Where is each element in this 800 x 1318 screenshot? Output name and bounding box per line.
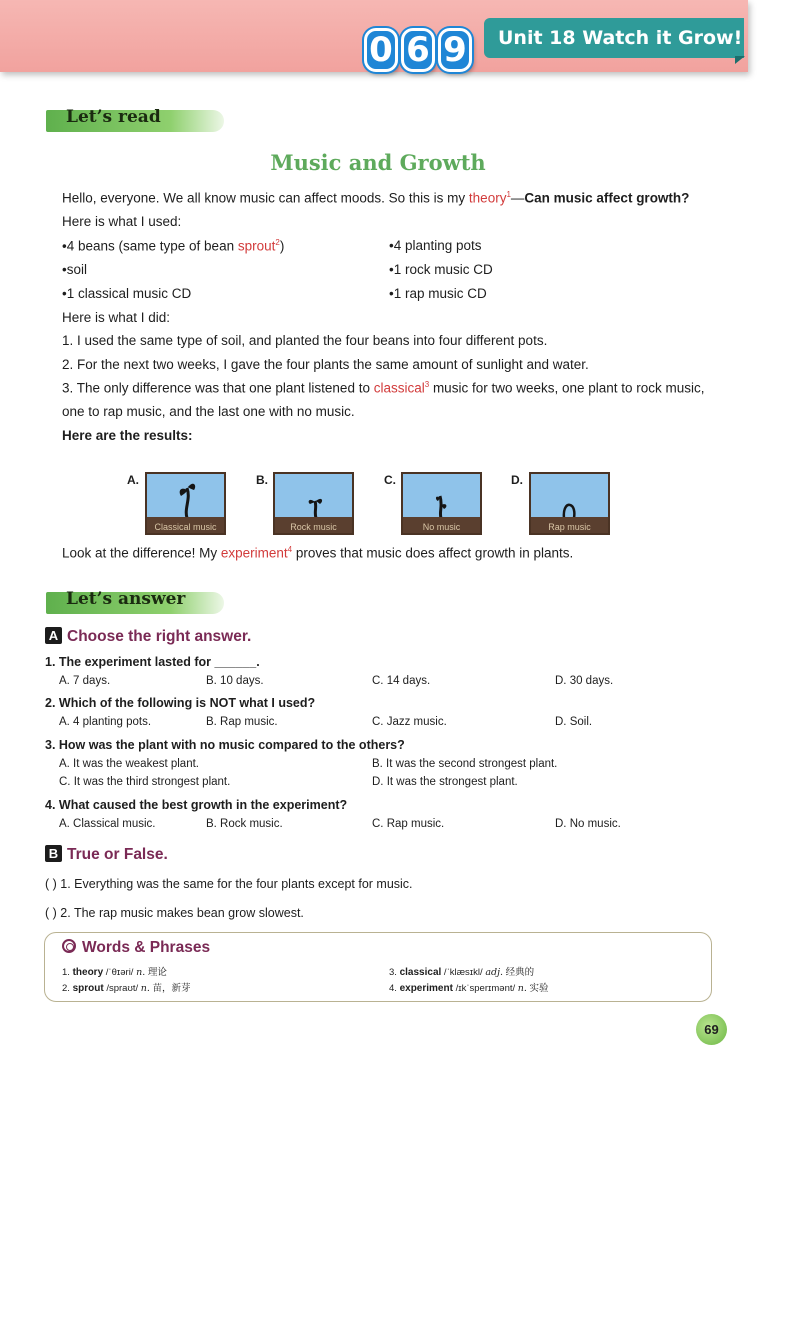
picture-letter-b: B. (256, 473, 268, 487)
used-item: •soil (62, 262, 87, 277)
page-number: 69 (696, 1014, 727, 1045)
option[interactable]: D. Soil. (555, 716, 593, 728)
option[interactable]: D. No music. (555, 818, 621, 830)
picture-classical (145, 472, 226, 535)
step-3: 3. The only difference was that one plant listened to classical$^3$ music for two weeks, one plant to rock music, (62, 380, 705, 396)
option[interactable]: B. Rock music. (206, 818, 283, 830)
section-b-badge: B (45, 845, 62, 862)
question-4: 4. What caused the best growth in the experiment? (45, 798, 348, 812)
option[interactable]: C. It was the third strongest plant. (59, 776, 231, 788)
true-false-1[interactable]: ( ) 1. Everything was the same for the four plants except for music. (45, 877, 413, 891)
results-heading: Here are the results: (62, 428, 193, 443)
picture-no-music (401, 472, 482, 535)
picture-rap (529, 472, 610, 535)
picture-caption: Classical music (154, 522, 217, 532)
article-title: Music and Growth (270, 150, 486, 175)
lesson-digit: 9 (438, 28, 472, 72)
vocab-item: 3. classical /ˈklæsɪkl/ adj. 经典的 (389, 967, 535, 978)
section-b-heading: B True or False. (45, 845, 168, 864)
picture-caption: Rock music (290, 522, 337, 532)
used-heading: Here is what I used: (62, 214, 182, 229)
section-a-badge: A (45, 627, 62, 644)
question-3: 3. How was the plant with no music compared to the others? (45, 738, 405, 752)
step-3-continued: one to rap music, and the last one with no music. (62, 404, 355, 419)
vocab-item: 2. sprout /spraʊt/ n. 苗，新芽 (62, 983, 191, 994)
picture-rock (273, 472, 354, 535)
picture-letter-a: A. (127, 473, 139, 487)
did-heading: Here is what I did: (62, 310, 171, 325)
question-2: 2. Which of the following is NOT what I used? (45, 696, 316, 710)
option[interactable]: A. It was the weakest plant. (59, 758, 199, 770)
option[interactable]: B. 10 days. (206, 675, 264, 687)
intro-line: Hello, everyone. We all know music can affect moods. So this is my theory$^1$—Can music affect growth? (62, 190, 690, 206)
option[interactable]: C. Jazz music. (372, 716, 447, 728)
used-item: •4 planting pots (389, 238, 482, 253)
unit-title: Unit 18 Watch it Grow! (484, 18, 744, 58)
option[interactable]: D. It was the strongest plant. (372, 776, 518, 788)
step-1: 1. I used the same type of soil, and planted the four beans into four different pots. (62, 333, 548, 348)
vocab-item: 1. theory /ˈθɪəri/ n. 理论 (62, 967, 167, 978)
used-item: •1 classical music CD (62, 286, 192, 301)
option[interactable]: A. 7 days. (59, 675, 111, 687)
used-item: •4 beans (same type of bean sprout$^2$) (62, 238, 285, 254)
lesson-digit: 6 (401, 28, 435, 72)
option[interactable]: B. Rap music. (206, 716, 278, 728)
lesson-number (364, 28, 472, 72)
lesson-digit: 0 (364, 28, 398, 72)
words-title: Words & Phrases (62, 939, 210, 957)
picture-caption: Rap music (548, 522, 591, 532)
conclusion-line: Look at the difference! My experiment$^4$ proves that music does affect growth in plants. (62, 545, 574, 561)
used-item: •1 rock music CD (389, 262, 493, 277)
vocab-item: 4. experiment /ɪkˈsperɪmənt/ n. 实验 (389, 983, 549, 994)
option[interactable]: D. 30 days. (555, 675, 614, 687)
lets-answer-label: Let’s answer (46, 592, 224, 614)
question-1: 1. The experiment lasted for ______. (45, 655, 260, 669)
picture-letter-d: D. (511, 473, 523, 487)
section-a-heading: A Choose the right answer. (45, 627, 251, 646)
option[interactable]: A. 4 planting pots. (59, 716, 152, 728)
used-item: •1 rap music CD (389, 286, 487, 301)
option[interactable]: C. Rap music. (372, 818, 445, 830)
step-2: 2. For the next two weeks, I gave the four plants the same amount of sunlight and water. (62, 357, 589, 372)
true-false-2[interactable]: ( ) 2. The rap music makes bean grow slowest. (45, 906, 304, 920)
target-icon (62, 939, 76, 953)
picture-caption: No music (422, 522, 461, 532)
option[interactable]: A. Classical music. (59, 818, 156, 830)
option[interactable]: C. 14 days. (372, 675, 431, 687)
option[interactable]: B. It was the second strongest plant. (372, 758, 558, 770)
lets-read-label: Let’s read (46, 110, 224, 132)
picture-letter-c: C. (384, 473, 396, 487)
